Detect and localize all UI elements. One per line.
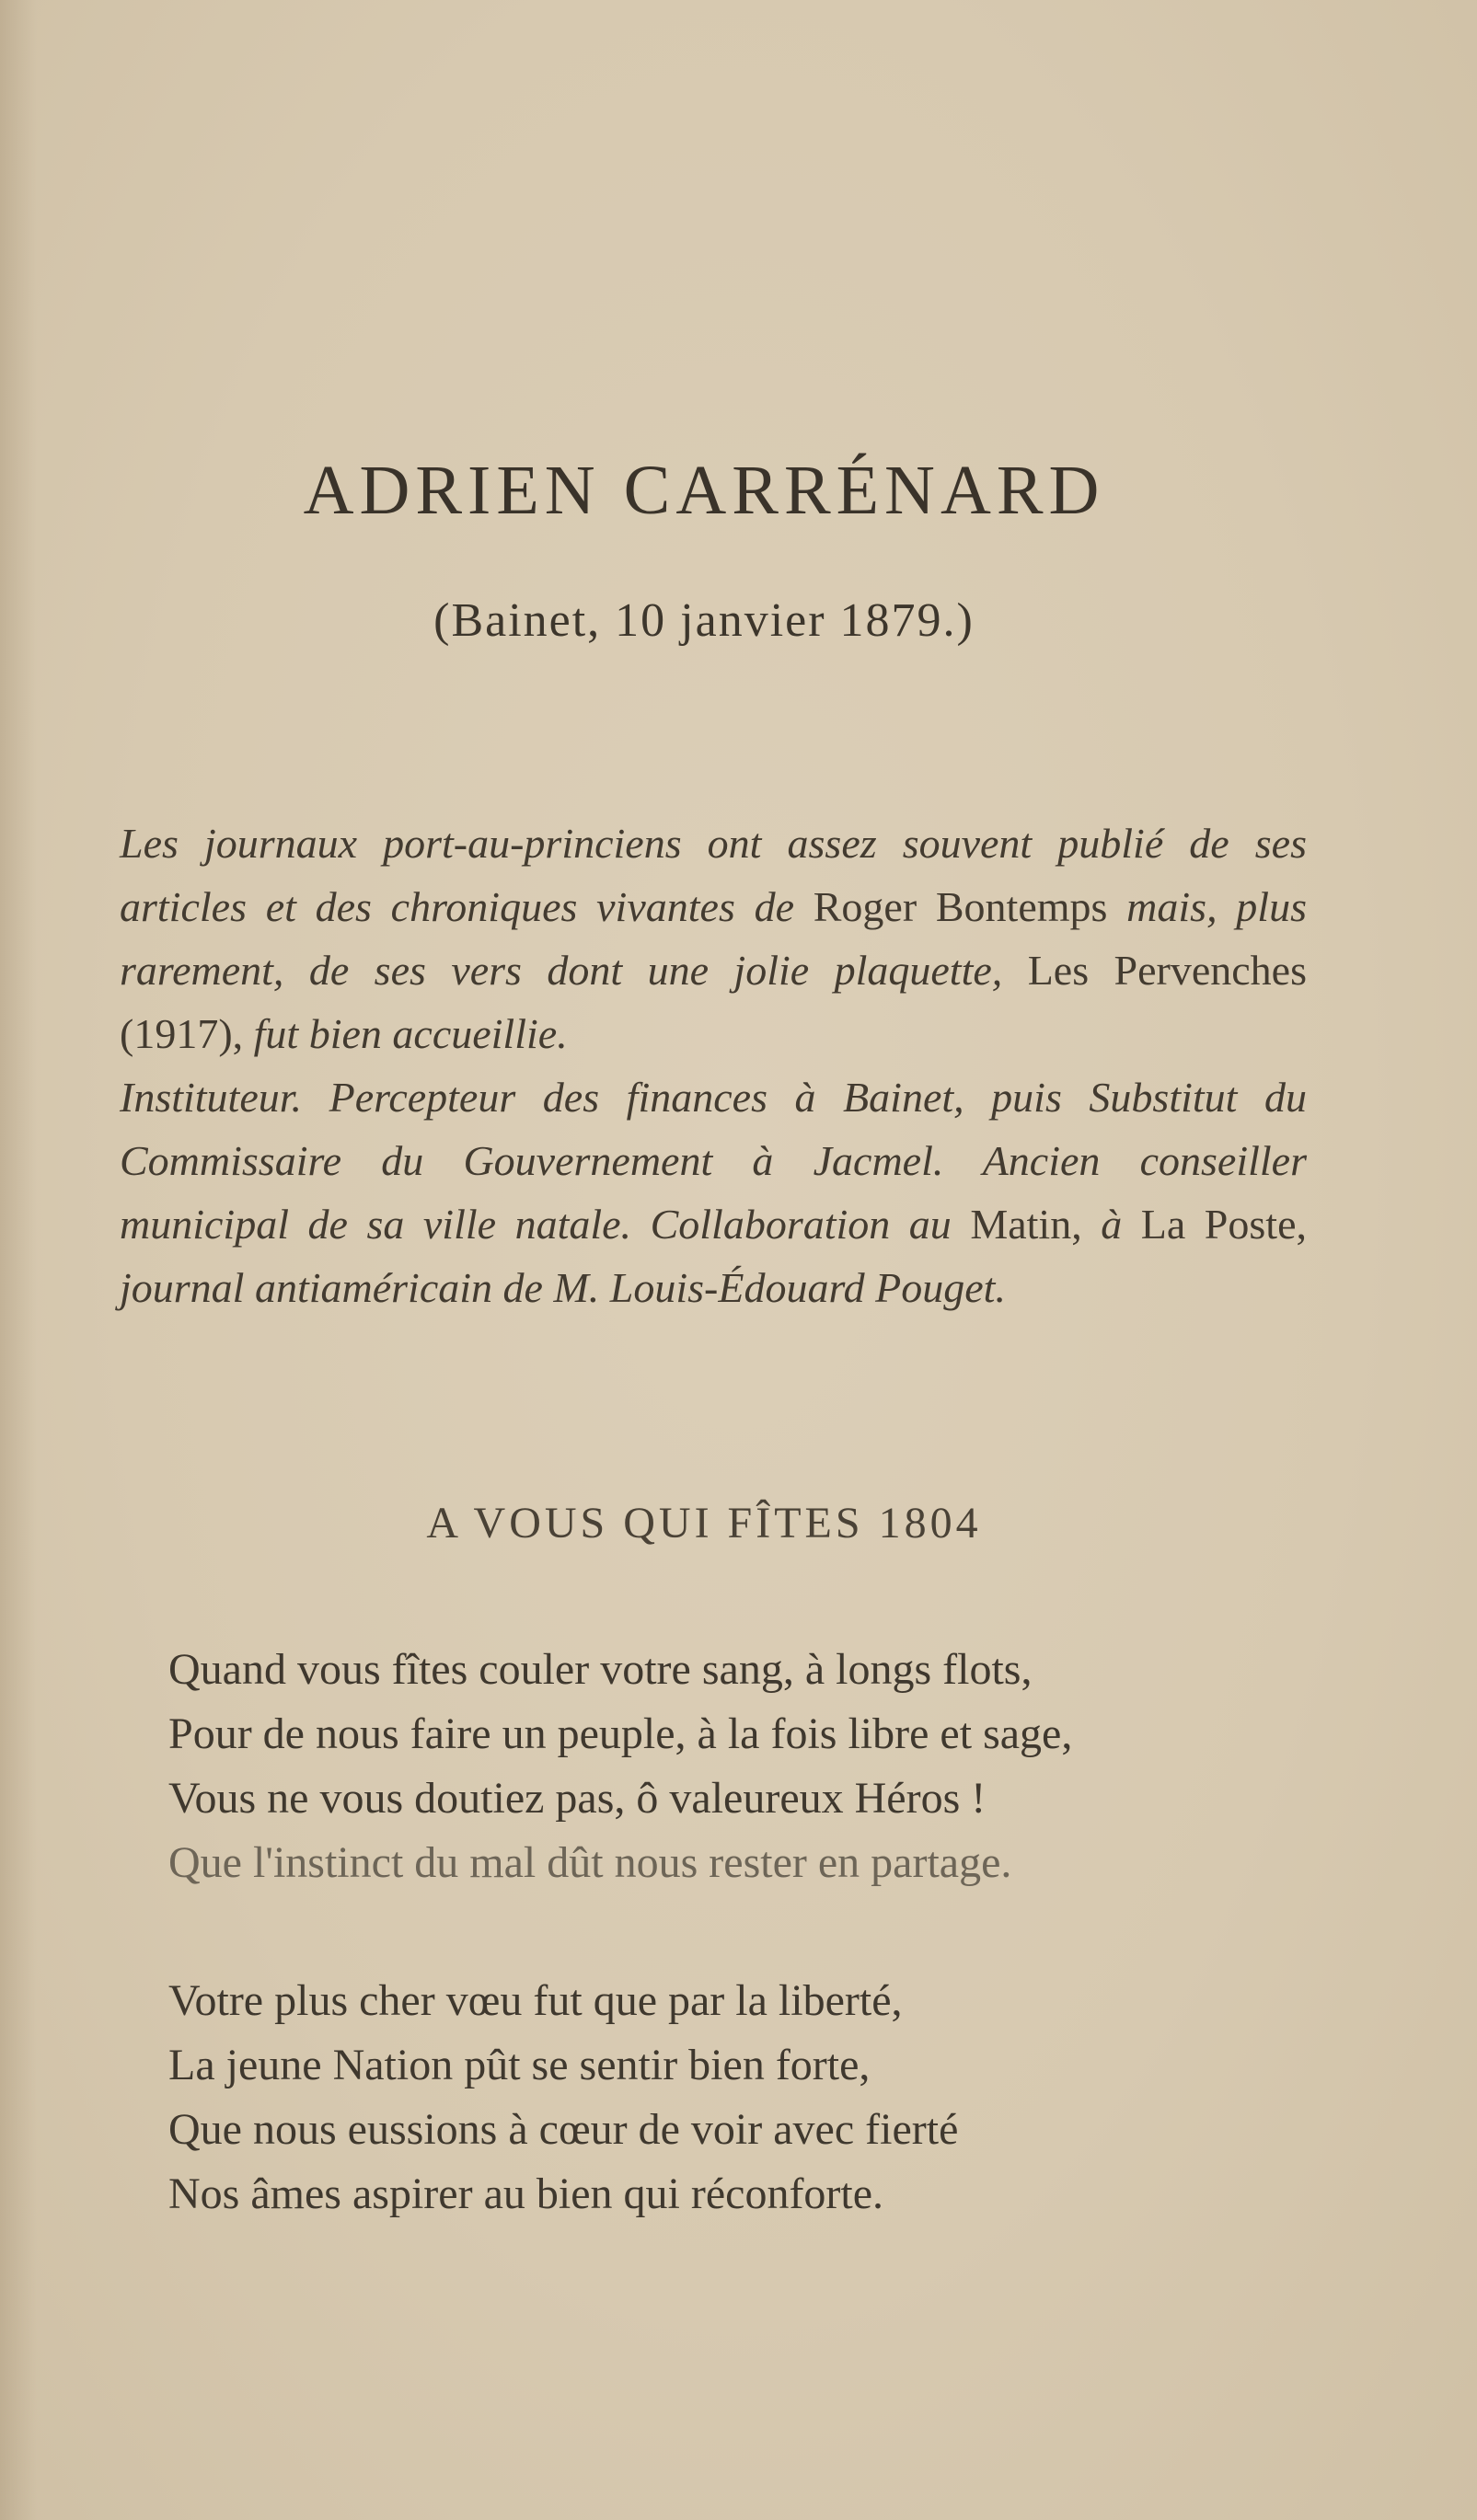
poem-stanza-1 bbox=[168, 1638, 1328, 1895]
bio-segment: Les journaux port-au-princiens ont assez souvent publié de ses articles et des chroniques vivantes de bbox=[120, 820, 1307, 930]
bio-segment-title: Roger Bontemps bbox=[813, 883, 1127, 930]
bio-segment-title: Les Pervenches (1917), bbox=[120, 947, 1307, 1057]
bio-segment-title: Matin, bbox=[970, 1201, 1102, 1248]
poem-line: Vous ne vous doutiez pas, ô valeureux Héros ! bbox=[168, 1774, 987, 1823]
poem-line: Quand vous fîtes couler votre sang, à longs flots, bbox=[168, 1645, 1033, 1694]
bio-segment: mais, plus rarement, de ses vers dont une jolie plaquette, bbox=[120, 883, 1307, 994]
poem-line: Que nous eussions à cœur de voir avec fierté bbox=[168, 2105, 959, 2154]
poem-line: Que l'instinct du mal dût nous rester en partage. bbox=[168, 1838, 1012, 1887]
author-biography bbox=[120, 811, 1307, 1319]
poem-title: A VOUS QUI FÎTES 1804 bbox=[426, 1499, 982, 1548]
poem-line: La jeune Nation pût se sentir bien forte, bbox=[168, 2041, 871, 2089]
bio-segment: journal antiaméricain de M. Louis-Édouard Pouget. bbox=[120, 1264, 1006, 1311]
author-name: ADRIEN CARRÉNARD bbox=[303, 452, 1105, 529]
poem-stanza-2 bbox=[168, 1969, 1328, 2227]
biography-paragraph-2 bbox=[120, 1065, 1307, 1319]
biography-paragraph-1 bbox=[120, 811, 1307, 1065]
poem-line: Pour de nous faire un peuple, à la fois libre et sage, bbox=[168, 1709, 1073, 1758]
poem-line: Votre plus cher vœu fut que par la liberté, bbox=[168, 1976, 903, 2025]
bio-segment: à bbox=[1101, 1201, 1141, 1248]
bio-segment: Instituteur. Percepteur des finances à Bainet, puis Substitut du Commissaire du Gouvernement à Jacmel. Ancien conseiller municipal de sa ville natale. Collaboration au bbox=[120, 1074, 1307, 1248]
poem-line: Nos âmes aspirer au bien qui réconforte. bbox=[168, 2169, 884, 2218]
author-birth-info: (Bainet, 10 janvier 1879.) bbox=[433, 594, 975, 647]
bio-segment-title: La Poste, bbox=[1140, 1201, 1307, 1248]
bio-segment: fut bien accueillie. bbox=[253, 1010, 568, 1057]
